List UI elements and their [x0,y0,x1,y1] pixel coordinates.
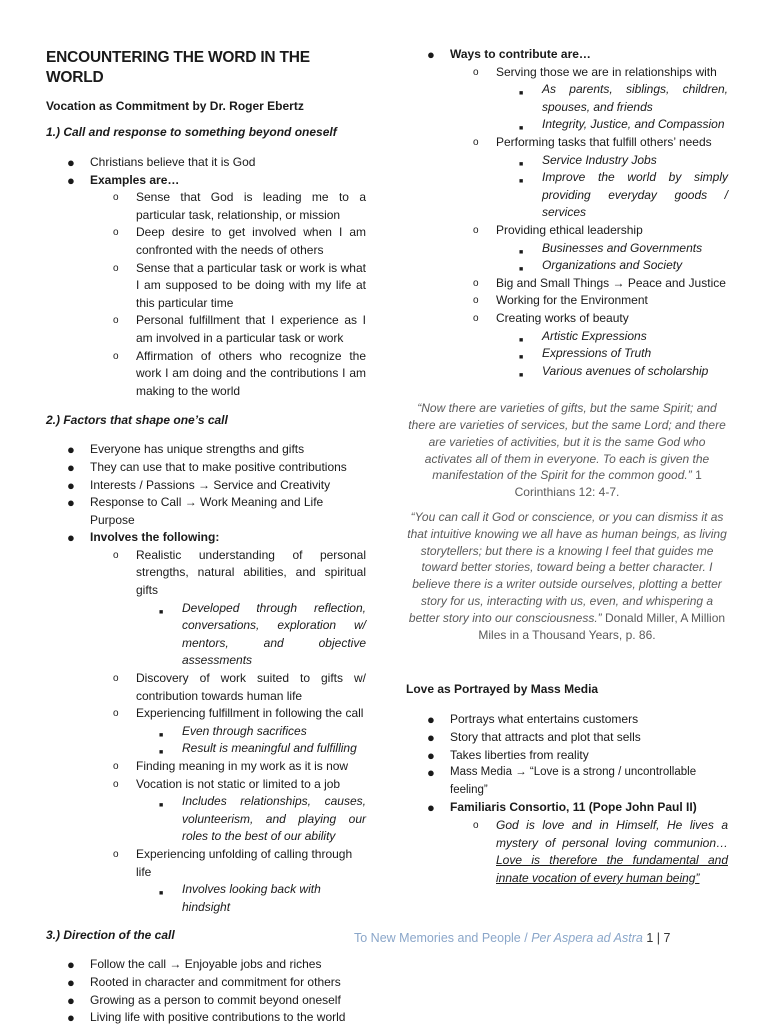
list-item: ■ Developed through reflection, conversations, exploration w/ mentors, and objective assessments [159,600,366,668]
list-item: ■ Artistic Expressions [519,328,647,344]
list-item: ● Involves the following: o Realistic understanding of personal strengths, natural abilities, and spiritual gifts ■ Developed through reflection, conversations, exploration w/ mentors, and objective assessments o Discovery of work suited to gifts w/ contribution towards human life o Experiencing fulfillment in following the call ■ Even through sacrifices ■ Result is meaningful and fulfilling o Finding meaning in my work as it is now o Vocation is not static or limited to a job ■ Includes relationships, causes, volunteerism, and playing our roles to the best of our ability o Experiencing unfolding of calling through life ■ Involves looking back with hindsight [46,529,366,916]
list-item: ● Examples are… o Sense that God is leading me to a particular task, relationship, or mission o Deep desire to get involved when I am confronted with the needs of others o Sense that a particular task or work is what I am supposed to be doing with my life at this particular time o Personal fulfillment that I experience as I am involved in a particular task or work o Affirmation of others who recognize the work I am doing and the contributions I am making to the world [46,172,366,401]
list-item: ● Response to Call → Work Meaning and Life Purpose [67,495,324,527]
list-item: ■ Result is meaningful and fulfilling [159,741,357,757]
list-item: o Big and Small Things → Peace and Justice [473,275,726,290]
list-item: ● Rooted in character and commitment for others [67,974,341,990]
list-item: ● Portrays what entertains customers [427,712,639,728]
list-item: o Providing ethical leadership ■ Businesses and Governments ■ Organizations and Society [450,222,728,275]
list-item: o Affirmation of others who recognize the work I am doing and the contributions I am making to the world [113,348,366,398]
document-title: ENCOUNTERING THE WORD IN THE WORLD [46,49,310,86]
list-item: ● Follow the call → Enjoyable jobs and riches [67,957,322,973]
list-item: o Sense that a particular task or work is what I am supposed to be doing with my life at this particular time [113,260,366,310]
quote-text: “Now there are varieties of gifts, but the same Spirit; and there are varieties of services, but the same Lord; and there are varieties of activities, but it is the same God who activates all of them in everyone. To each is given the manifestation of the Spirit for the common good.” [408,401,726,483]
author-quote [406,509,728,643]
list-item: ● They can use that to make positive contributions [67,459,347,475]
list-item: ■ Involves looking back with hindsight [159,882,321,914]
list-item: ● Growing as a person to commit beyond oneself [67,992,341,1008]
list-item: ● Interests / Passions → Service and Creativity [67,477,331,493]
list-item: o Experiencing fulfillment in following the call ■ Even through sacrifices ■ Result is meaningful and fulfilling [90,705,366,758]
list-item: ■ Integrity, Justice, and Compassion [519,117,725,133]
list-item: ■ Various avenues of scholarship [519,363,709,379]
list-item: o Finding meaning in my work as it is now [113,759,349,773]
quote-citation: Donald Miller, A Million Miles in a Thousand Years, p. 86. [478,610,726,642]
left-column [46,48,366,1024]
contribute-list [362,46,728,380]
section-3-list [46,956,366,1024]
section-3-heading: 3.) Direction of the call [46,928,175,943]
quote-text: “You can call it God or conscience, or you can dismiss it as that intuitive knowing we all have as human beings, as living storytellers; but there is a knowing I feel that guides me toward better stories, toward being a better character. I believe there is a writer outside ourselves, plotting a better story for us, interacting with us, even, and whispering a better story into our consciousness.” [407,510,727,625]
list-item: o Creating works of beauty ■ Artistic Expressions ■ Expressions of Truth ■ Various avenues of scholarship [450,310,728,380]
list-item: o God is love and in Himself, He lives a mystery of personal loving communion… Love is therefore the fundamental and innate vocation of every human being” [473,818,728,885]
list-item: ● Ways to contribute are… o Serving those we are in relationships with ■ As parents, siblings, children, spouses, and friends ■ Integrity, Justice, and Compassion o Performing tasks that fulfill others’ needs ■ Service Industry Jobs ■ Improve the world by simply providing everyday goods / services o Providing ethical leadership ■ Businesses and Governments ■ Organizations and Society o Big and Small Things → Peace and Justice o Working for the Environment o Creating works of beauty ■ Artistic Expressions ■ Expressions of Truth ■ Various avenues of scholarship [427,47,728,379]
page-number: 1 | 7 [646,931,671,945]
list-item: ■ Even through sacrifices [159,723,307,739]
section-2-heading: 2.) Factors that shape one’s call [46,413,228,428]
section-2-list [46,441,366,916]
list-item: ● Familiaris Consortio, 11 (Pope John Paul II) o God is love and in Himself, He lives a mystery of personal loving communion… Love is therefore the fundamental and innate vocation of every human being” [406,799,728,887]
list-item: ■ Service Industry Jobs [519,152,657,168]
list-item: ● Christians believe that it is God [67,155,256,170]
list-item: ■ Businesses and Governments [519,240,703,256]
list-item: o Performing tasks that fulfill others’ needs ■ Service Industry Jobs ■ Improve the world by simply providing everyday goods / services [450,134,728,222]
media-list [362,711,728,887]
section-1-heading: 1.) Call and response to something beyond oneself [46,125,337,139]
list-item: ■ Includes relationships, causes, volunteerism, and playing our roles to the best of our ability [159,794,366,844]
list-item: o Experiencing unfolding of calling through life ■ Involves looking back with hindsight [90,846,366,916]
list-item: o Deep desire to get involved when I am confronted with the needs of others [113,225,366,257]
list-item: ■ Improve the world by simply providing everyday goods / services [519,170,728,220]
list-item: ■ As parents, siblings, children, spouses, and friends [519,82,728,114]
document-subtitle: Vocation as Commitment by Dr. Roger Ebertz [46,99,304,113]
list-item: ■ Organizations and Society [519,258,683,274]
list-item: ● Mass Media → “Love is a strong / uncontrollable feeling” [427,765,697,796]
list-item: o Working for the Environment [473,293,648,308]
list-item: o Sense that God is leading me to a particular task, relationship, or mission [113,190,366,222]
list-item: ● Living life with positive contributions to the world [67,1010,346,1024]
list-item: o Realistic understanding of personal strengths, natural abilities, and spiritual gifts ■ Developed through reflection, conversations, exploration w/ mentors, and objective assessments [90,547,366,670]
list-item: o Serving those we are in relationships with ■ As parents, siblings, children, spouses, and friends ■ Integrity, Justice, and Compassion [473,64,728,133]
list-item: o Vocation is not static or limited to a job ■ Includes relationships, causes, volunteerism, and playing our roles to the best of our ability [90,776,366,846]
bible-quote [406,400,728,501]
list-item: ● Takes liberties from reality [427,747,589,763]
list-item: o Personal fulfillment that I experience as I am involved in a particular task or work [113,313,366,345]
right-column [406,46,728,887]
list-item: ● Story that attracts and plot that sells [427,730,641,746]
page-footer: To New Memories and People / Per Aspera ad Astra 1 | 7 [354,931,671,945]
list-item: ■ Expressions of Truth [519,346,652,362]
quote-citation: 1 Corinthians 12: 4-7. [514,468,702,500]
list-item: ● Everyone has unique strengths and gifts [67,442,305,458]
media-heading: Love as Portrayed by Mass Media [406,682,599,697]
section-1-list [46,154,366,400]
list-item: o Discovery of work suited to gifts w/ contribution towards human life [113,671,366,703]
